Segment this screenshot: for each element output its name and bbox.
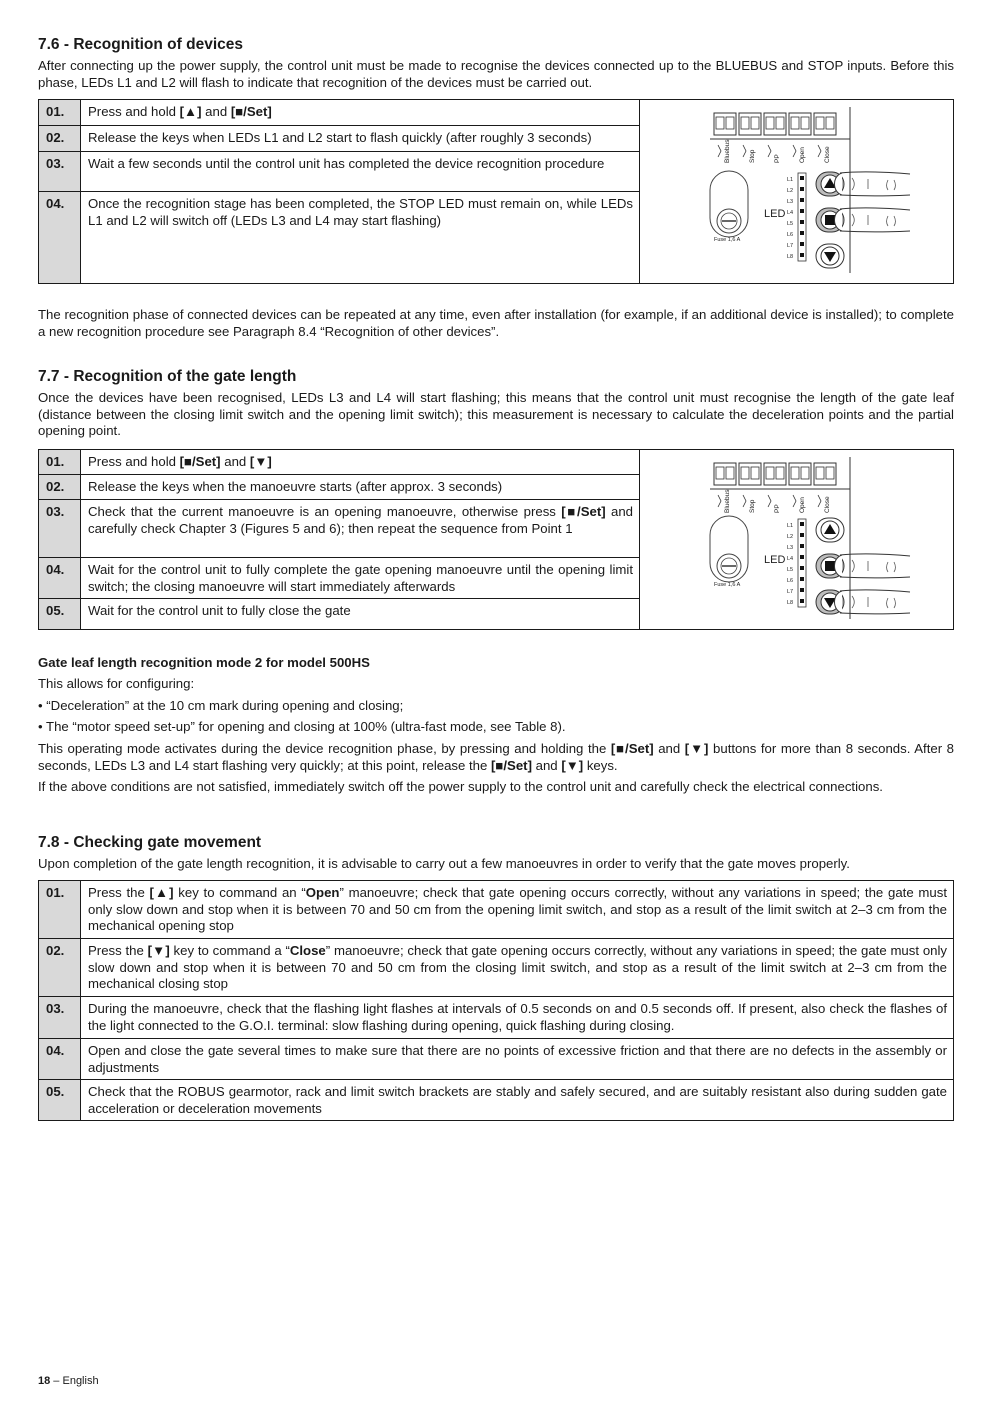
led-label: L4 <box>787 209 794 216</box>
wire-symbol-icon <box>718 495 721 507</box>
terminal-block <box>739 113 761 163</box>
step-text: Release the keys when the manoeuvre starts (after approx. 3 seconds) <box>81 475 640 500</box>
step-text: During the manoeuvre, check that the flashing light flashes at intervals of 0.5 seconds on and 0.5 seconds off. If present, also check the flashes of the light connected to the G.O.I. terminal: slow flashing during opening, quick flashing during closing. <box>81 997 954 1039</box>
step-text: Press the [▼] key to command a “Close” manoeuvre; check that gate opening occurs correctly, without any variations in speed; the gate must only slow down and stop when it is between 70 and 50 cm from the closing limit switch, and stop as a result of the limit switch at 2–3 cm from the mechanical closing stop <box>81 939 954 997</box>
step-text: Press and hold [■/Set] and [▼] <box>81 450 640 475</box>
wire-symbol-icon <box>793 145 796 157</box>
section-intro-7-7: Once the devices have been recognised, LEDs L3 and L4 will start flashing; this means that the control unit must recognise the length of the gate leaf (distance between the closing limit switch and the opening limit switch); this measurement is necessary to calculate the deceleration points and the partial opening point. <box>38 390 954 438</box>
step-text: Release the keys when LEDs L1 and L2 start to flash quickly (after roughly 3 seconds) <box>81 126 640 152</box>
table-row <box>39 1080 954 1121</box>
table-row <box>39 100 954 126</box>
terminal-icon <box>739 463 761 485</box>
wire-symbol-icon <box>793 495 796 507</box>
led-label: L8 <box>787 599 794 606</box>
terminal-icon <box>814 463 836 485</box>
led-indicator <box>800 599 804 603</box>
step-text: Open and close the gate several times to make sure that there are no points of excessive friction and that there are no defects in the assembly or adjustments <box>81 1039 954 1080</box>
up-button <box>816 518 844 542</box>
step-text: Check that the ROBUS gearmotor, rack and limit switch brackets are stably and safely secured, and are suitably resistant also during sudden gate acceleration or deceleration movements <box>81 1080 954 1121</box>
finger-crease-icon <box>852 560 896 572</box>
led-label: L8 <box>787 253 794 260</box>
mode2-heading: Gate leaf length recognition mode 2 for model 500HS <box>38 655 370 670</box>
wire-symbol-icon <box>818 495 821 507</box>
mode2-warning: If the above conditions are not satisfied, immediately switch off the power supply to the control unit and carefully check the electrical connections. <box>38 779 883 794</box>
wire-symbol-icon <box>768 145 771 157</box>
square-icon <box>825 561 835 571</box>
wire-symbol-icon <box>718 145 721 157</box>
step-number: 04. <box>39 192 81 284</box>
control-unit-diagram <box>640 101 953 283</box>
square-icon <box>825 215 835 225</box>
terminal-block <box>814 113 836 163</box>
terminal-icon <box>714 463 736 485</box>
terminal-block <box>714 113 736 163</box>
terminal-block <box>814 463 836 513</box>
led-label: L6 <box>787 231 794 238</box>
section-title-7-6: 7.6 - Recognition of devices <box>38 36 243 53</box>
step-number: 05. <box>39 1080 81 1121</box>
section-intro-7-8: Upon completion of the gate length recognition, it is advisable to carry out a few manoeuvres in order to verify that the gate moves properly. <box>38 856 850 871</box>
led-strip <box>798 173 806 261</box>
led-indicator <box>800 176 804 180</box>
led-indicator <box>800 198 804 202</box>
footer-language: English <box>62 1375 99 1387</box>
led-indicator <box>800 187 804 191</box>
table-row <box>39 881 954 939</box>
bullet-item: • “Deceleration” at the 10 cm mark during opening and closing; <box>38 698 404 713</box>
wire-symbol-icon <box>743 495 746 507</box>
terminal-label: Stop <box>749 499 756 513</box>
steps-table-7-8 <box>38 880 954 1121</box>
led-indicator <box>800 566 804 570</box>
led-label: L4 <box>787 555 794 562</box>
led-indicator <box>800 522 804 526</box>
terminal-icon <box>789 113 811 135</box>
fuse-label: Fuse 1,6 A <box>714 581 741 588</box>
step-text: Wait a few seconds until the control unit has completed the device recognition procedure <box>81 152 640 192</box>
led-label: L1 <box>787 176 794 183</box>
finger-crease-icon <box>852 214 896 226</box>
control-unit-figure-2 <box>640 450 954 630</box>
table-row <box>39 997 954 1039</box>
led-indicator <box>800 544 804 548</box>
step-number: 04. <box>39 558 81 599</box>
led-label: L2 <box>787 187 794 194</box>
led-label: L7 <box>787 242 794 249</box>
control-unit-figure-1 <box>640 100 954 284</box>
terminal-label: Bluebus <box>724 489 731 513</box>
step-number: 04. <box>39 1039 81 1080</box>
wire-symbol-icon <box>818 145 821 157</box>
led-label: L6 <box>787 577 794 584</box>
terminal-label: Bluebus <box>724 139 731 163</box>
terminal-block <box>714 463 736 513</box>
led-indicator <box>800 220 804 224</box>
terminal-block <box>764 463 786 513</box>
step-number: 03. <box>39 997 81 1039</box>
step-number: 02. <box>39 939 81 997</box>
step-number: 03. <box>39 500 81 558</box>
led-indicator <box>800 588 804 592</box>
page-footer: 18 – English <box>38 1375 99 1387</box>
led-strip <box>798 519 806 607</box>
terminal-icon <box>764 113 786 135</box>
finger-crease-icon <box>852 596 896 608</box>
terminal-label: Close <box>824 145 831 163</box>
fuse-label: Fuse 1,6 A <box>714 236 741 243</box>
mode2-paragraph: This operating mode activates during the device recognition phase, by pressing and holding the [■/Set] and [▼] buttons for more than 8 seconds. After 8 seconds, LEDs L3 and L4 start flashing very quickly; at this point, release the [■/Set] and [▼] keys. <box>38 741 954 773</box>
control-unit-diagram <box>640 451 953 629</box>
led-indicator <box>800 555 804 559</box>
wire-symbol-icon <box>743 145 746 157</box>
step-number: 01. <box>39 450 81 475</box>
led-label: L3 <box>787 544 794 551</box>
bullet-item: • The “motor speed set-up” for opening and closing at 100% (ultra-fast mode, see Table 8). <box>38 719 566 734</box>
step-number: 01. <box>39 881 81 939</box>
step-text: Wait for the control unit to fully complete the gate opening manoeuvre until the opening limit switch; the closing manoeuvre will start immediately afterwards <box>81 558 640 599</box>
terminal-block <box>789 463 811 513</box>
led-indicator <box>800 231 804 235</box>
step-text: Wait for the control unit to fully close the gate <box>81 599 640 630</box>
wire-symbol-icon <box>768 495 771 507</box>
step-number: 01. <box>39 100 81 126</box>
step-text: Check that the current manoeuvre is an opening manoeuvre, otherwise press [■/Set] and carefully check Chapter 3 (Figures 5 and 6); then repeat the sequence from Point 1 <box>81 500 640 558</box>
led-indicator <box>800 577 804 581</box>
section-title-7-8: 7.8 - Checking gate movement <box>38 834 262 851</box>
table-row <box>39 450 954 475</box>
terminal-icon <box>789 463 811 485</box>
led-title: LED <box>764 553 786 566</box>
terminal-label: Open <box>799 496 806 513</box>
step-text: Press the [▲] key to command an “Open” manoeuvre; check that gate opening occurs correctly, without any variations in speed; the gate must only slow down and stop when it is between 70 and 50 cm from the opening limit switch, and stop as a result of the limit switch at 2–3 cm from the mechanical opening stop <box>81 881 954 939</box>
section-intro-7-6: After connecting up the power supply, the control unit must be made to recognise the devices connected up to the BLUEBUS and STOP inputs. Before this phase, LEDs L1 and L2 will flash to indicate that recognition of the devices must be carried out. <box>38 58 954 90</box>
terminal-block <box>789 113 811 163</box>
led-label: L2 <box>787 533 794 540</box>
led-indicator <box>800 533 804 537</box>
step-number: 05. <box>39 599 81 630</box>
step-text: Once the recognition stage has been completed, the STOP LED must remain on, while LEDs L1 and L2 will switch off (LEDs L3 and L4 may start flashing) <box>81 192 640 284</box>
page-number: 18 <box>38 1375 51 1387</box>
terminal-icon <box>764 463 786 485</box>
finger-crease-icon <box>852 178 896 190</box>
step-number: 02. <box>39 475 81 500</box>
table-row <box>39 939 954 997</box>
step-text: Press and hold [▲] and [■/Set] <box>81 100 640 126</box>
led-indicator <box>800 253 804 257</box>
step-number: 03. <box>39 152 81 192</box>
led-indicator <box>800 209 804 213</box>
led-label: L3 <box>787 198 794 205</box>
led-label: L5 <box>787 220 794 227</box>
terminal-icon <box>739 113 761 135</box>
terminal-icon <box>714 113 736 135</box>
led-title: LED <box>764 207 786 220</box>
terminal-label: PP <box>774 503 781 513</box>
terminal-block <box>764 113 786 163</box>
recognition-note: The recognition phase of connected devices can be repeated at any time, even after installation (for example, if an additional device is installed); to complete a new recognition procedure see Paragraph 8.4 “Recognition of other devices”. <box>38 307 954 339</box>
terminal-label: Close <box>824 495 831 513</box>
step-number: 02. <box>39 126 81 152</box>
terminal-label: PP <box>774 153 781 163</box>
terminal-label: Open <box>799 146 806 163</box>
led-label: L5 <box>787 566 794 573</box>
steps-table-7-6 <box>38 99 954 284</box>
terminal-block <box>739 463 761 513</box>
table-row <box>39 1039 954 1080</box>
section-title-7-7: 7.7 - Recognition of the gate length <box>38 368 297 385</box>
led-indicator <box>800 242 804 246</box>
mode2-allows: This allows for configuring: <box>38 676 195 691</box>
terminal-icon <box>814 113 836 135</box>
led-label: L7 <box>787 588 794 595</box>
steps-table-7-7 <box>38 449 954 630</box>
terminal-label: Stop <box>749 149 756 163</box>
down-button <box>816 244 844 268</box>
led-label: L1 <box>787 522 794 529</box>
